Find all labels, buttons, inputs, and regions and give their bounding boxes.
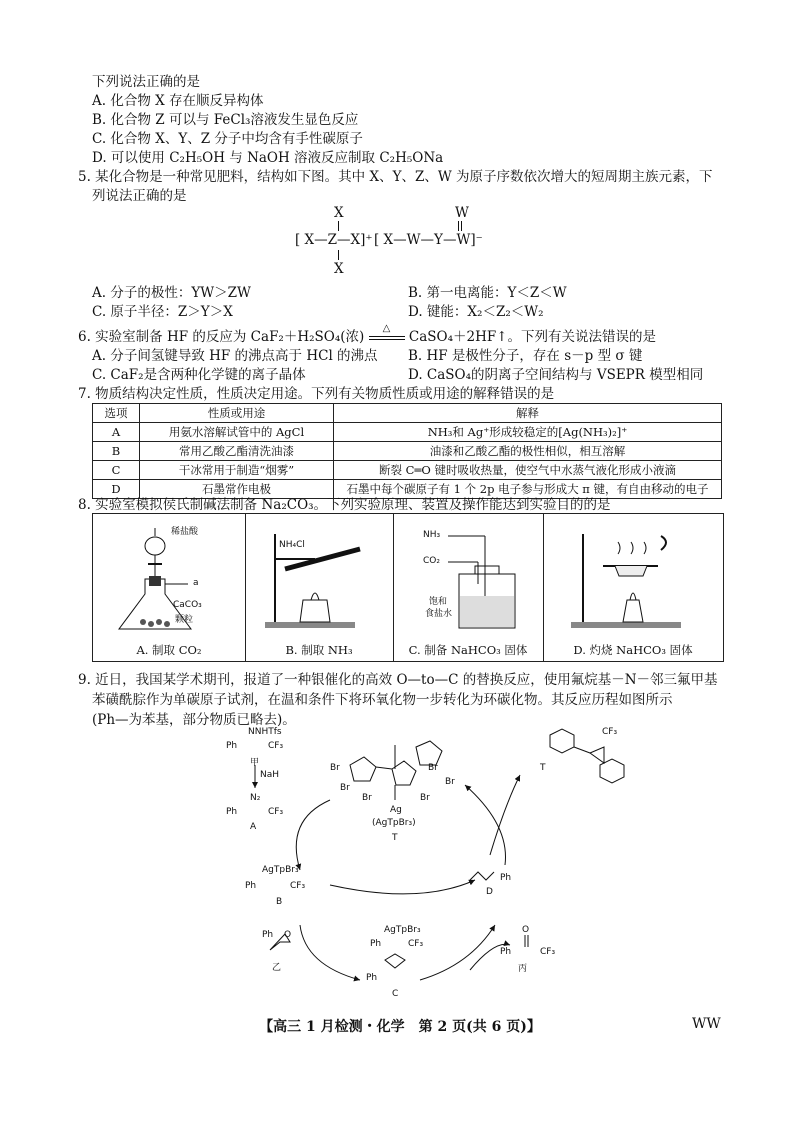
q9-line-3: (Ph—为苯基，部分物质已略去)。: [92, 712, 296, 728]
label-o-yi: O: [284, 930, 292, 940]
label-D: D: [486, 887, 493, 897]
q5-option-c: C. 原子半径：Z＞Y＞X: [92, 304, 233, 320]
q6-option-b: B. HF 是极性分子，存在 s－p 型 σ 键: [408, 348, 643, 364]
label-A: A: [250, 822, 257, 832]
footer-code: WW: [692, 1016, 721, 1032]
col-header: 解释: [334, 404, 722, 423]
q6-stem-a: 6. 实验室制备 HF 的反应为 CaF₂＋H₂SO₄(浓): [78, 329, 365, 345]
table-cell: 石墨中每个碳原子有 1 个 2p 电子参与形成大 π 键，有自由移动的电子: [334, 480, 722, 499]
label-ph-c: Ph: [370, 939, 382, 949]
label-n2: N₂: [250, 793, 261, 803]
table-cell: 油漆和乙酸乙酯的极性相似，相互溶解: [334, 442, 722, 461]
structure-left-top: X: [334, 205, 344, 221]
q5-stem-1: 5. 某化合物是一种常见肥料，结构如下图。其中 X、Y、Z、W 为原子序数依次增大的短周期主族元素，下: [78, 169, 713, 185]
heat-arrow-icon: △: [369, 331, 405, 345]
double-bond-line: [461, 221, 462, 231]
label-o-bing: O: [522, 925, 530, 935]
reaction-cycle-diagram: [0, 725, 800, 1010]
q4-intro: 下列说法正确的是: [92, 74, 200, 90]
caption-a: A. 制取 CO₂: [136, 643, 202, 657]
label-agtpbr3-b: AgTpBr₃: [262, 865, 299, 875]
apparatus-a: [93, 514, 246, 661]
q9-line-1: 9. 近日，我国某学术期刊，报道了一种银催化的高效 O—to—C 的替换反应，使用氟烷基－N－邻三氟甲基: [78, 672, 718, 688]
label-brine: 食盐水: [425, 609, 453, 619]
label-agtpbr3-c: AgTpBr₃: [384, 925, 421, 935]
co2-generator-drawing: [93, 514, 245, 639]
label-catalyst-T: T: [392, 833, 398, 843]
label-cf3-b: CF₃: [290, 881, 306, 891]
q9-line-2: 苯磺酰腙作为单碳原子试剂，在温和条件下将环氧化物一步转化为环碳化物。其反应历程如图所示: [92, 692, 673, 708]
structure-right-top: W: [455, 205, 469, 221]
label-nnhtfs: NNHTfs: [248, 727, 282, 737]
apparatus-c: [393, 514, 544, 661]
label-br: Br: [420, 793, 430, 803]
bond-line: [338, 250, 339, 260]
table-cell: 石墨常作电极: [140, 480, 334, 499]
bond-line: [338, 221, 339, 231]
table-cell: 常用乙酸乙酯清洗油漆: [140, 442, 334, 461]
label-ph-d: Ph: [500, 873, 512, 883]
q6-option-d: D. CaSO₄的阴离子空间结构与 VSEPR 模型相同: [408, 367, 704, 383]
q7-table: [92, 403, 722, 499]
label-cf3-jia: CF₃: [268, 741, 284, 751]
table-row: [93, 461, 722, 480]
crucible-heating-drawing: [543, 514, 723, 639]
label-bing: 丙: [518, 964, 528, 974]
nh3-generator-drawing: [245, 514, 393, 639]
q5-stem-2: 列说法正确的是: [92, 188, 187, 204]
label-ph-bing: Ph: [500, 947, 512, 957]
table-row: [93, 423, 722, 442]
label-jia: 甲: [250, 758, 260, 768]
label-catalyst: (AgTpBr₃): [372, 818, 416, 828]
label-ph-a: Ph: [226, 807, 238, 817]
label-nah: NaH: [260, 770, 280, 780]
label-br: Br: [340, 783, 350, 793]
q8-apparatus-panel: [92, 513, 724, 662]
caption-c: C. 制备 NaHCO₃ 固体: [408, 643, 528, 657]
q4-option-b: B. 化合物 Z 可以与 FeCl₃溶液发生显色反应: [92, 112, 359, 128]
table-cell: 断裂 C═O 键时吸收热量，使空气中水蒸气液化形成小液滴: [334, 461, 722, 480]
structure-right: [ X—W—Y—W]⁻: [374, 232, 483, 248]
q6-option-a: A. 分子间氢键导致 HF 的沸点高于 HCl 的沸点: [92, 348, 378, 364]
table-cell: 干冰常用于制造“烟雾”: [140, 461, 334, 480]
label-C: C: [392, 989, 399, 999]
label-T-product: T: [540, 763, 546, 773]
q6-stem-b: CaSO₄＋2HF↑。下列有关说法错误的是: [408, 329, 657, 345]
structure-left-bottom: X: [334, 261, 344, 277]
label-br: Br: [428, 763, 438, 773]
table-cell: C: [93, 461, 140, 480]
label-ph-yi: Ph: [262, 930, 274, 940]
col-header: 选项: [93, 404, 140, 423]
table-cell: B: [93, 442, 140, 461]
q4-option-a: A. 化合物 X 存在顺反异构体: [92, 93, 264, 109]
caption-b: B. 制取 NH₃: [285, 643, 353, 657]
label-caco3: CaCO₃: [173, 600, 202, 610]
q8-stem: 8. 实验室模拟侯氏制碱法制备 Na₂CO₃。下列实验原理、装置及操作能达到实验目的的是: [78, 497, 611, 513]
table-cell: 用氨水溶解试管中的 AgCl: [140, 423, 334, 442]
table-cell: D: [93, 480, 140, 499]
table-row: [93, 442, 722, 461]
label-co2: CO₂: [423, 556, 440, 566]
label-hcl: 稀盐酸: [171, 527, 199, 537]
label-ag: Ag: [390, 805, 402, 815]
nahco3-bottle-drawing: [393, 514, 543, 639]
q5-option-a: A. 分子的极性：YW＞ZW: [92, 285, 251, 301]
label-B: B: [276, 897, 283, 907]
label-br: Br: [445, 777, 455, 787]
label-a: a: [193, 578, 199, 588]
double-bond-line: [458, 221, 459, 231]
q4-option-d: D. 可以使用 C₂H₅OH 与 NaOH 溶液反应制取 C₂H₅ONa: [92, 150, 444, 166]
caption-d: D. 灼烧 NaHCO₃ 固体: [573, 643, 693, 657]
label-nh4cl: NH₄Cl: [279, 540, 305, 550]
label-ph-c2: Ph: [366, 973, 378, 983]
label-cf3-product: CF₃: [602, 727, 618, 737]
structure-left: [ X—Z—X]⁺: [295, 232, 373, 248]
q5-option-b: B. 第一电离能：Y＜Z＜W: [408, 285, 567, 301]
page-footer: 【高三 1 月检测・化学 第 2 页(共 6 页)】: [259, 1019, 541, 1035]
table-cell: NH₃和 Ag⁺形成较稳定的[Ag(NH₃)₂]⁺: [334, 423, 722, 442]
label-yi: 乙: [272, 963, 282, 973]
label-granules: 颗粒: [175, 615, 194, 625]
col-header: 性质或用途: [140, 404, 334, 423]
label-nh3: NH₃: [423, 530, 441, 540]
label-ph-jia: Ph: [226, 741, 238, 751]
q5-option-d: D. 键能：X₂＜Z₂＜W₂: [408, 304, 544, 320]
table-header-row: [93, 404, 722, 423]
q4-option-c: C. 化合物 X、Y、Z 分子中均含有手性碳原子: [92, 131, 363, 147]
apparatus-b: [245, 514, 394, 661]
reaction-cycle-arrows: [0, 725, 800, 1010]
table-cell: A: [93, 423, 140, 442]
label-cf3-bing: CF₃: [540, 947, 556, 957]
label-br: Br: [362, 793, 372, 803]
label-saturated: 饱和: [429, 597, 448, 607]
label-cf3-c: CF₃: [408, 939, 424, 949]
apparatus-d: [543, 514, 723, 661]
q7-stem: 7. 物质结构决定性质，性质决定用途。下列有关物质性质或用途的解释错误的是: [78, 386, 555, 402]
label-ph-b: Ph: [245, 881, 257, 891]
label-br: Br: [330, 763, 340, 773]
label-cf3-a: CF₃: [268, 807, 284, 817]
q6-option-c: C. CaF₂是含两种化学键的离子晶体: [92, 367, 306, 383]
q6-stem: [78, 322, 657, 345]
